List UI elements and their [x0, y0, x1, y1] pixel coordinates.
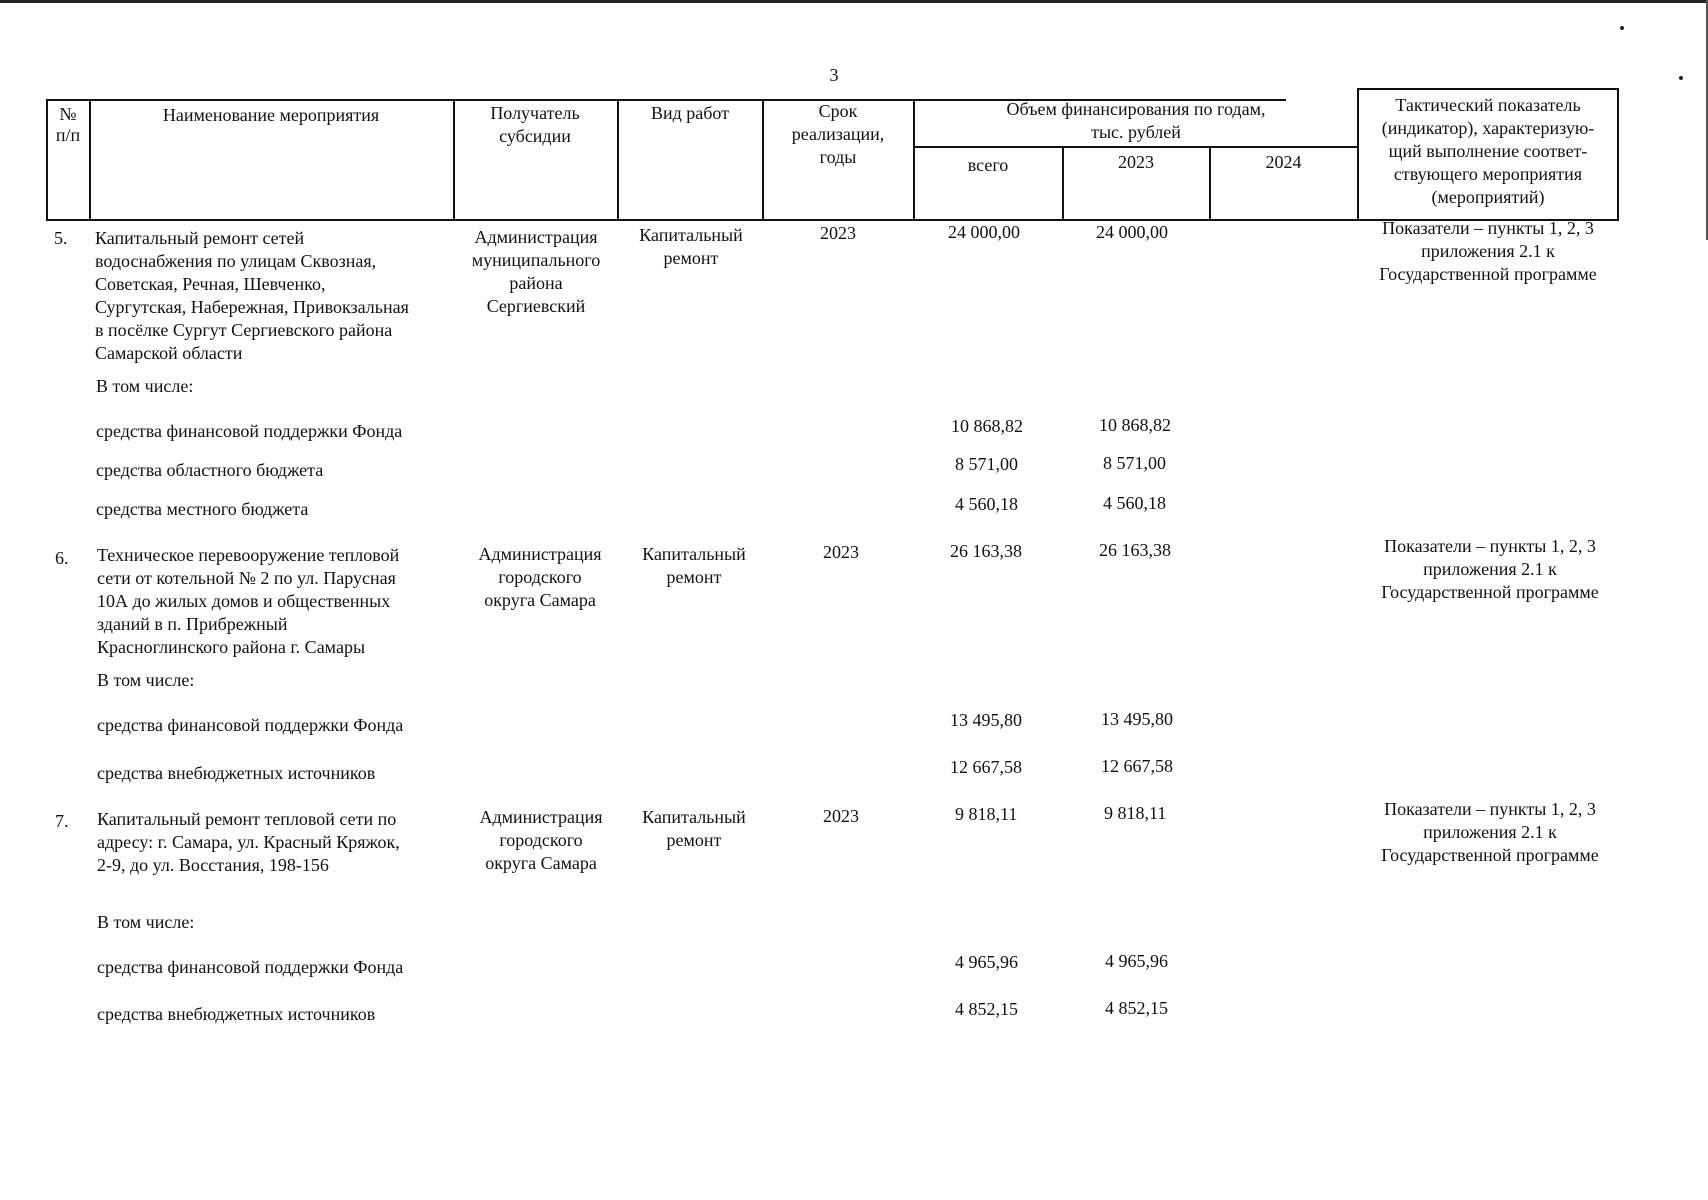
- row-recipient: Администрация городского округа Самара: [479, 807, 603, 873]
- source-2023: 4 560,18: [1103, 493, 1166, 513]
- source-label: средства внебюджетных источников: [97, 763, 376, 783]
- header-total: всего: [967, 155, 1009, 175]
- source-2023: 12 667,58: [1101, 756, 1173, 776]
- header-financing: Объем финансирования по годам, тыс. рублей: [1006, 99, 1266, 142]
- source-total: 8 571,00: [955, 454, 1018, 474]
- source-label: средства финансовой поддержки Фонда: [97, 715, 404, 735]
- row-total: 26 163,38: [950, 541, 1022, 561]
- source-2023: 4 852,15: [1105, 998, 1168, 1018]
- source-label: средства внебюджетных источников: [97, 1004, 376, 1024]
- source-total: 4 965,96: [955, 952, 1018, 972]
- row-work-type: Капитальный ремонт: [639, 225, 743, 268]
- row-recipient: Администрация муниципального района Сергиевский: [471, 227, 601, 316]
- source-total: 4 852,15: [955, 999, 1018, 1019]
- row-number: 5.: [54, 228, 68, 248]
- header-name: Наименование мероприятия: [162, 105, 380, 125]
- row-indicator: Показатели – пункты 1, 2, 3 приложения 2.1 к Государственной программе: [1379, 218, 1597, 284]
- header-2024: 2024: [1265, 152, 1302, 172]
- source-2023: 8 571,00: [1103, 453, 1166, 473]
- source-total: 4 560,18: [955, 494, 1018, 514]
- source-total: 10 868,82: [951, 416, 1023, 436]
- source-total: 12 667,58: [950, 757, 1022, 777]
- row-year: 2023: [823, 806, 859, 826]
- row-work-type: Капитальный ремонт: [642, 807, 746, 850]
- source-2023: 13 495,80: [1101, 709, 1173, 729]
- header-indicator: Тактический показатель (индикатор), характеризую- щий выполнение соответ- ствующего мероприятия (мероприятий): [1381, 95, 1595, 207]
- row-2023: 9 818,11: [1104, 803, 1167, 823]
- scan-speck: [1620, 26, 1624, 30]
- row-2023: 26 163,38: [1099, 540, 1171, 560]
- source-label: средства финансовой поддержки Фонда: [97, 957, 404, 977]
- scan-speck: [1679, 76, 1683, 80]
- row-name: Капитальный ремонт сетей водоснабжения по улицам Сквозная, Советская, Речная, Шевченко, Сургутская, Набережная, Привокзальная в посёлке Сургут Сергиевского района Самарской области: [95, 228, 409, 363]
- source-label: средства финансовой поддержки Фонда: [96, 421, 403, 441]
- including-label: В том числе:: [96, 376, 194, 396]
- row-total: 24 000,00: [948, 222, 1020, 242]
- row-number: 6.: [55, 548, 69, 568]
- row-indicator: Показатели – пункты 1, 2, 3 приложения 2.1 к Государственной программе: [1381, 536, 1599, 602]
- row-2023: 24 000,00: [1096, 222, 1168, 242]
- page-number: 3: [829, 65, 839, 85]
- scan-top-edge: [0, 0, 1708, 3]
- source-label: средства областного бюджета: [96, 460, 324, 480]
- row-recipient: Администрация городского округа Самара: [478, 544, 602, 610]
- header-term: Срок реализации, годы: [791, 101, 885, 167]
- row-name: Техническое перевооружение тепловой сети от котельной № 2 по ул. Парусная 10А до жилых домов и общественных зданий в п. Прибрежный Красноглинского района г. Самары: [97, 545, 400, 657]
- source-2023: 4 965,96: [1105, 951, 1168, 971]
- header-number: № п/п: [55, 104, 81, 145]
- row-name: Капитальный ремонт тепловой сети по адресу: г. Самара, ул. Красный Кряжок, 2-9, до ул. Восстания, 198-156: [97, 809, 400, 875]
- header-recipient: Получатель субсидии: [490, 103, 580, 146]
- row-year: 2023: [820, 223, 856, 243]
- row-work-type: Капитальный ремонт: [642, 544, 746, 587]
- source-total: 13 495,80: [950, 710, 1022, 730]
- row-year: 2023: [823, 542, 859, 562]
- header-2023: 2023: [1118, 152, 1154, 172]
- source-label: средства местного бюджета: [96, 499, 309, 519]
- row-number: 7.: [55, 811, 69, 831]
- source-2023: 10 868,82: [1099, 415, 1171, 435]
- row-total: 9 818,11: [955, 804, 1018, 824]
- header-work-type: Вид работ: [650, 103, 730, 123]
- row-indicator: Показатели – пункты 1, 2, 3 приложения 2.1 к Государственной программе: [1381, 799, 1599, 865]
- including-label: В том числе:: [97, 670, 195, 690]
- including-label: В том числе:: [97, 912, 195, 932]
